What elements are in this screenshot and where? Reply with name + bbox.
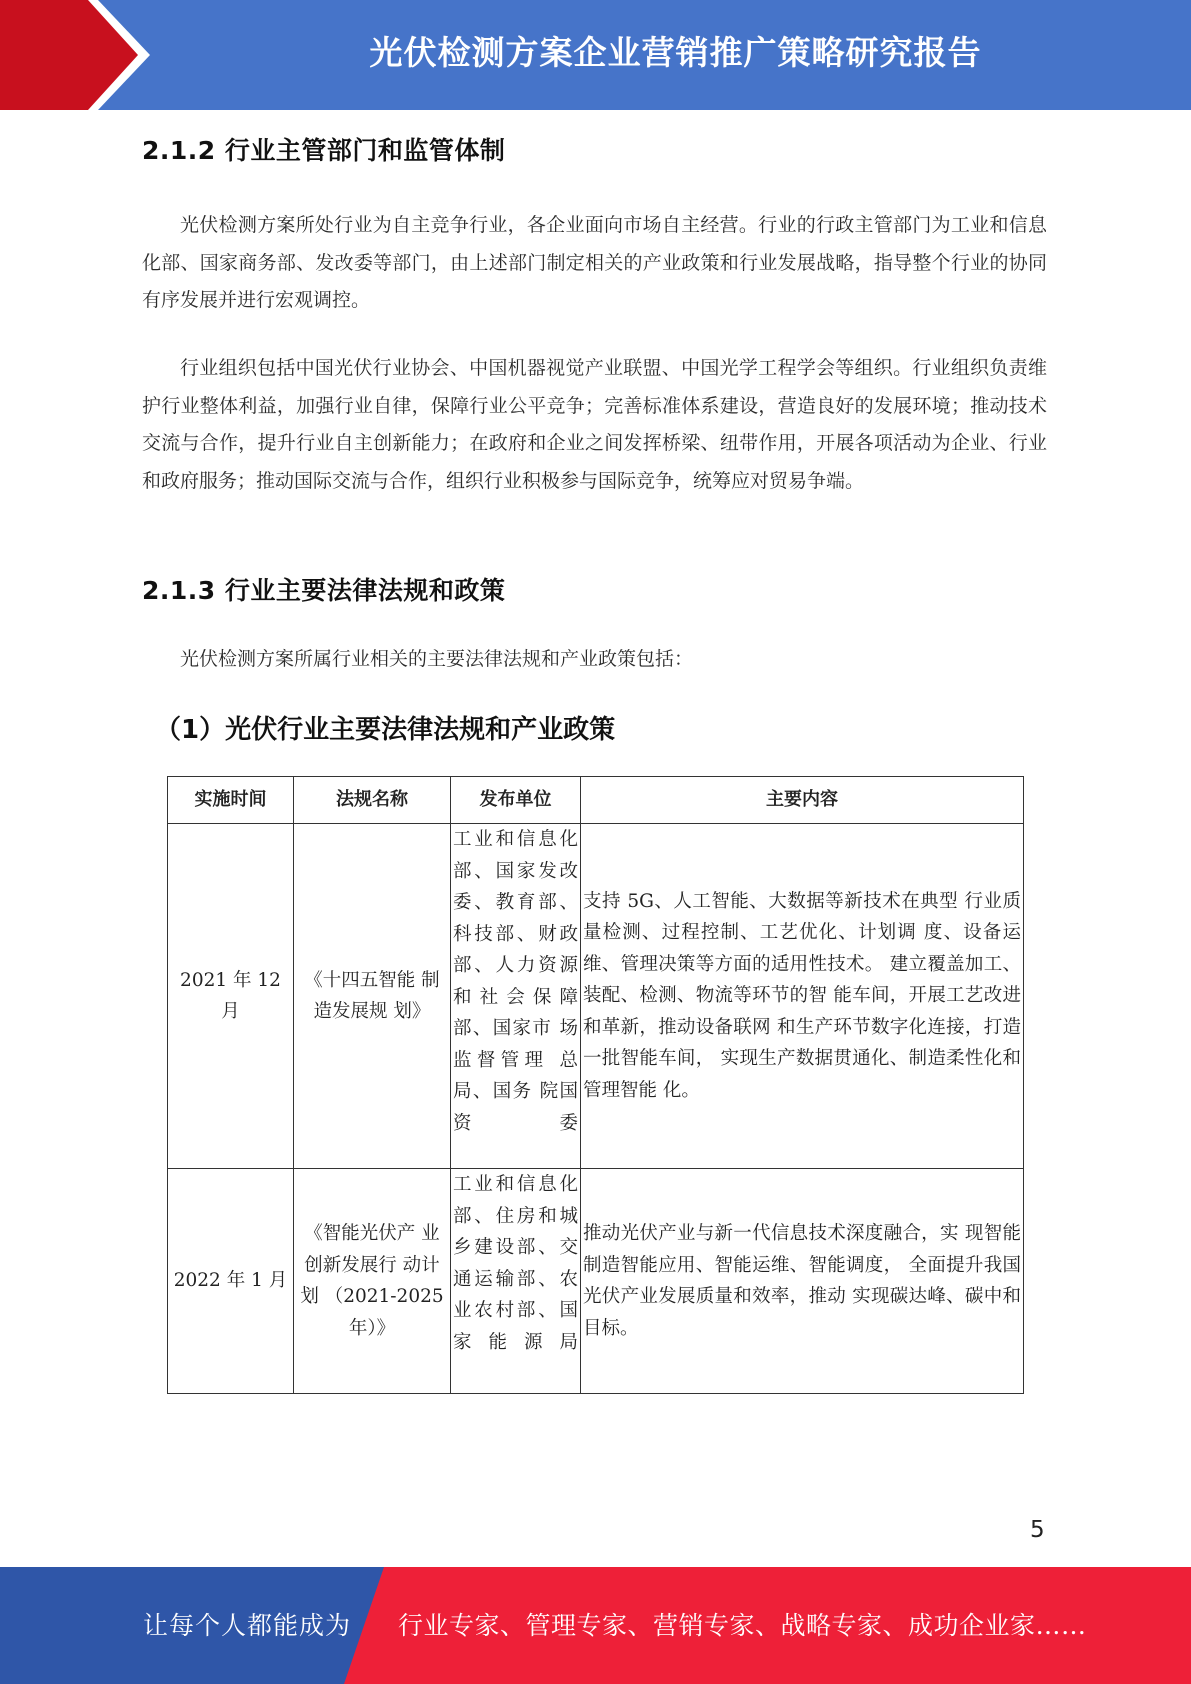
cell-date: 2021 年 12 月 (168, 824, 294, 1169)
cell-issuer: 工业和信息化部、住房和城乡建设部、交通运输部、农业农村部、国家能源局 (451, 1169, 581, 1394)
table-header-row (168, 777, 1024, 824)
page-footer (0, 1567, 1191, 1684)
section-heading-2-1-3: 2.1.3 行业主要法律法规和政策 (142, 576, 506, 605)
header-issuer: 发布单位 (451, 777, 581, 824)
cell-date: 2022 年 1 月 (168, 1169, 294, 1394)
header-name: 法规名称 (294, 777, 451, 824)
page-header (0, 0, 1191, 110)
cell-name: 《十四五智能 制造发展规 划》 (294, 824, 451, 1169)
footer-slogan-right: 行业专家、管理专家、营销专家、战略专家、成功企业家…… (398, 1611, 1087, 1640)
paragraph-policy-intro: 光伏检测方案所属行业相关的主要法律法规和产业政策包括： (180, 648, 694, 670)
page-number: 5 (1030, 1517, 1045, 1543)
cell-content: 推动光伏产业与新一代信息技术深度融合，实 现智能制造智能应用、智能运维、智能调度， 全面提升我国光伏产业发展质量和效率，推动 实现碳达峰、碳中和目标。 (581, 1169, 1024, 1394)
section-heading-2-1-2: 2.1.2 行业主管部门和监管体制 (142, 136, 506, 165)
subheading-pv-laws-policies: （1）光伏行业主要法律法规和产业政策 (155, 715, 616, 745)
table-row (168, 824, 1024, 1169)
cell-name: 《智能光伏产 业创新发展行 动计划 （2021-2025 年）》 (294, 1169, 451, 1394)
footer-slogan-left: 让每个人都能成为 (143, 1611, 352, 1640)
table-row (168, 1169, 1024, 1394)
header-chevron-decoration (0, 0, 160, 110)
policy-table (167, 776, 1024, 1394)
cell-content: 支持 5G、人工智能、大数据等新技术在典型 行业质量检测、过程控制、工艺优化、计划调 度、设备运维、管理决策等方面的适用性技术。 建立覆盖加工、装配、检测、物流等环节的智 能车间，开展工艺改进和革新，推动设备联网 和生产环节数字化连接，打造一批智能车间， 实现生产数据贯通化、制造柔性化和管理智能 化。 (581, 824, 1024, 1169)
header-date: 实施时间 (168, 777, 294, 824)
cell-issuer: 工业和信息化部、国家发改委、教育部、科技部、财政部、人力资源和社会保障 部、国家市 场监督管理 总局、国务 院国资委 (451, 824, 581, 1169)
paragraph-regulatory-authorities: 光伏检测方案所处行业为自主竞争行业，各企业面向市场自主经营。行业的行政主管部门为工业和信息化部、国家商务部、发改委等部门，由上述部门制定相关的产业政策和行业发展战略，指导整个行业的协同有序发展并进行宏观调控。 (142, 214, 1047, 311)
report-title: 光伏检测方案企业营销推广策略研究报告 (369, 33, 982, 72)
header-content: 主要内容 (581, 777, 1024, 824)
paragraph-industry-organizations: 行业组织包括中国光伏行业协会、中国机器视觉产业联盟、中国光学工程学会等组织。行业组织负责维护行业整体利益，加强行业自律，保障行业公平竞争；完善标准体系建设，营造良好的发展环境；推动技术交流与合作，提升行业自主创新能力；在政府和企业之间发挥桥梁、纽带作用，开展各项活动为企业、行业和政府服务；推动国际交流与合作，组织行业积极参与国际竞争，统筹应对贸易争端。 (142, 357, 1047, 492)
